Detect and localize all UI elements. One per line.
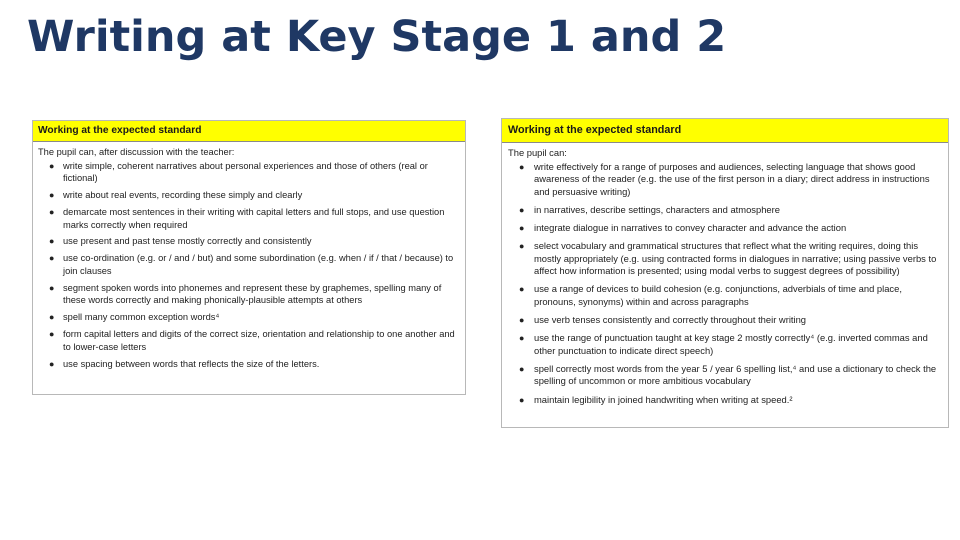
list-item-text: segment spoken words into phonemes and represent these by graphemes, spelling many of these words correctly and making phonically-plausible attempts at others (63, 282, 442, 306)
list-item (508, 204, 940, 217)
ks1-intro: The pupil can, after discussion with the teacher: (38, 147, 235, 157)
bullet-icon: ● (49, 160, 55, 171)
list-item (508, 363, 940, 388)
list-item-text: select vocabulary and grammatical structures that reflect what the writing requires, doing this mostly appropriately (e.g. using contracted forms in dialogues in narrative; using passive verbs to affect how information is presented; using modal verbs to suggest degrees of possibility) (534, 240, 937, 277)
list-item-text: integrate dialogue in narratives to convey character and advance the action (534, 221, 847, 233)
list-item-text: form capital letters and digits of the correct size, orientation and relationship to one another and to lower-case letters (63, 329, 455, 352)
list-item (38, 282, 457, 307)
list-item (508, 283, 940, 308)
list-item-text: write simple, coherent narratives about personal experiences and those of others (real or fictional) (63, 160, 428, 184)
bullet-icon: ● (49, 358, 55, 369)
bullet-icon: ● (519, 394, 525, 405)
list-item (508, 394, 940, 407)
bullet-icon: ● (519, 204, 525, 215)
slide-title: Writing at Key Stage 1 and 2 (27, 12, 727, 62)
bullet-icon: ● (49, 282, 55, 293)
list-item (38, 328, 457, 353)
ks2-standard-panel (501, 118, 949, 428)
ks2-panel-header: Working at the expected standard (502, 119, 948, 143)
bullet-icon: ● (49, 190, 55, 201)
list-item-text: in narratives, describe settings, characters and atmosphere (534, 203, 780, 215)
list-item (508, 240, 940, 278)
bullet-icon: ● (519, 284, 525, 295)
bullet-icon: ● (519, 333, 525, 344)
list-item-text: write about real events, recording these simply and clearly (63, 190, 303, 201)
bullet-icon: ● (49, 206, 55, 217)
bullet-icon: ● (519, 241, 525, 252)
list-item-text: use verb tenses consistently and correctly throughout their writing (534, 313, 807, 325)
ks1-standard-panel (32, 120, 466, 395)
bullet-icon: ● (49, 329, 55, 340)
list-item (38, 160, 457, 185)
ks2-intro: The pupil can: (508, 147, 567, 158)
list-item-text: maintain legibility in joined handwriting when writing at speed.² (534, 393, 793, 405)
ks1-criteria-list (38, 160, 457, 371)
list-item (38, 189, 457, 202)
list-item-text: use co-ordination (e.g. or / and / but) and some subordination (e.g. when / if / that / because) to join clauses (63, 253, 454, 276)
list-item (38, 206, 457, 231)
list-item (508, 161, 940, 199)
ks1-panel-body (33, 142, 465, 370)
ks1-panel-header: Working at the expected standard (33, 121, 465, 142)
bullet-icon: ● (519, 314, 525, 325)
list-item-text: use spacing between words that reflects the size of the letters. (63, 358, 320, 369)
bullet-icon: ● (519, 363, 525, 374)
list-item-text: use a range of devices to build cohesion (e.g. conjunctions, adverbials of time and place, pronouns, synonyms) within and across paragraphs (534, 283, 902, 307)
bullet-icon: ● (49, 312, 55, 323)
list-item (38, 358, 457, 371)
ks2-panel-body (502, 143, 948, 406)
list-item (508, 222, 940, 235)
bullet-icon: ● (519, 222, 525, 233)
list-item (38, 252, 457, 277)
list-item-text: write effectively for a range of purposes and audiences, selecting language that shows good awareness of the reader (e.g. the use of the first person in a diary; direct address in instructions and persuasive writing) (534, 160, 930, 197)
list-item-text: use the range of punctuation taught at key stage 2 mostly correctly⁴ (e.g. inverted commas and other punctuation to indicate direct speech) (534, 332, 928, 356)
list-item (38, 235, 457, 248)
list-item-text: use present and past tense mostly correctly and consistently (63, 236, 312, 247)
list-item-text: demarcate most sentences in their writing with capital letters and full stops, and use question marks correctly when required (63, 206, 445, 230)
bullet-icon: ● (49, 236, 55, 247)
bullet-icon: ● (519, 161, 525, 172)
list-item (508, 314, 940, 327)
list-item-text: spell correctly most words from the year 5 / year 6 spelling list,⁴ and use a dictionary to check the spelling of uncommon or more ambitious vocabulary (534, 362, 937, 387)
list-item (508, 332, 940, 357)
ks2-criteria-list (508, 161, 940, 407)
list-item (38, 311, 457, 324)
bullet-icon: ● (49, 253, 55, 264)
list-item-text: spell many common exception words⁴ (63, 312, 220, 323)
